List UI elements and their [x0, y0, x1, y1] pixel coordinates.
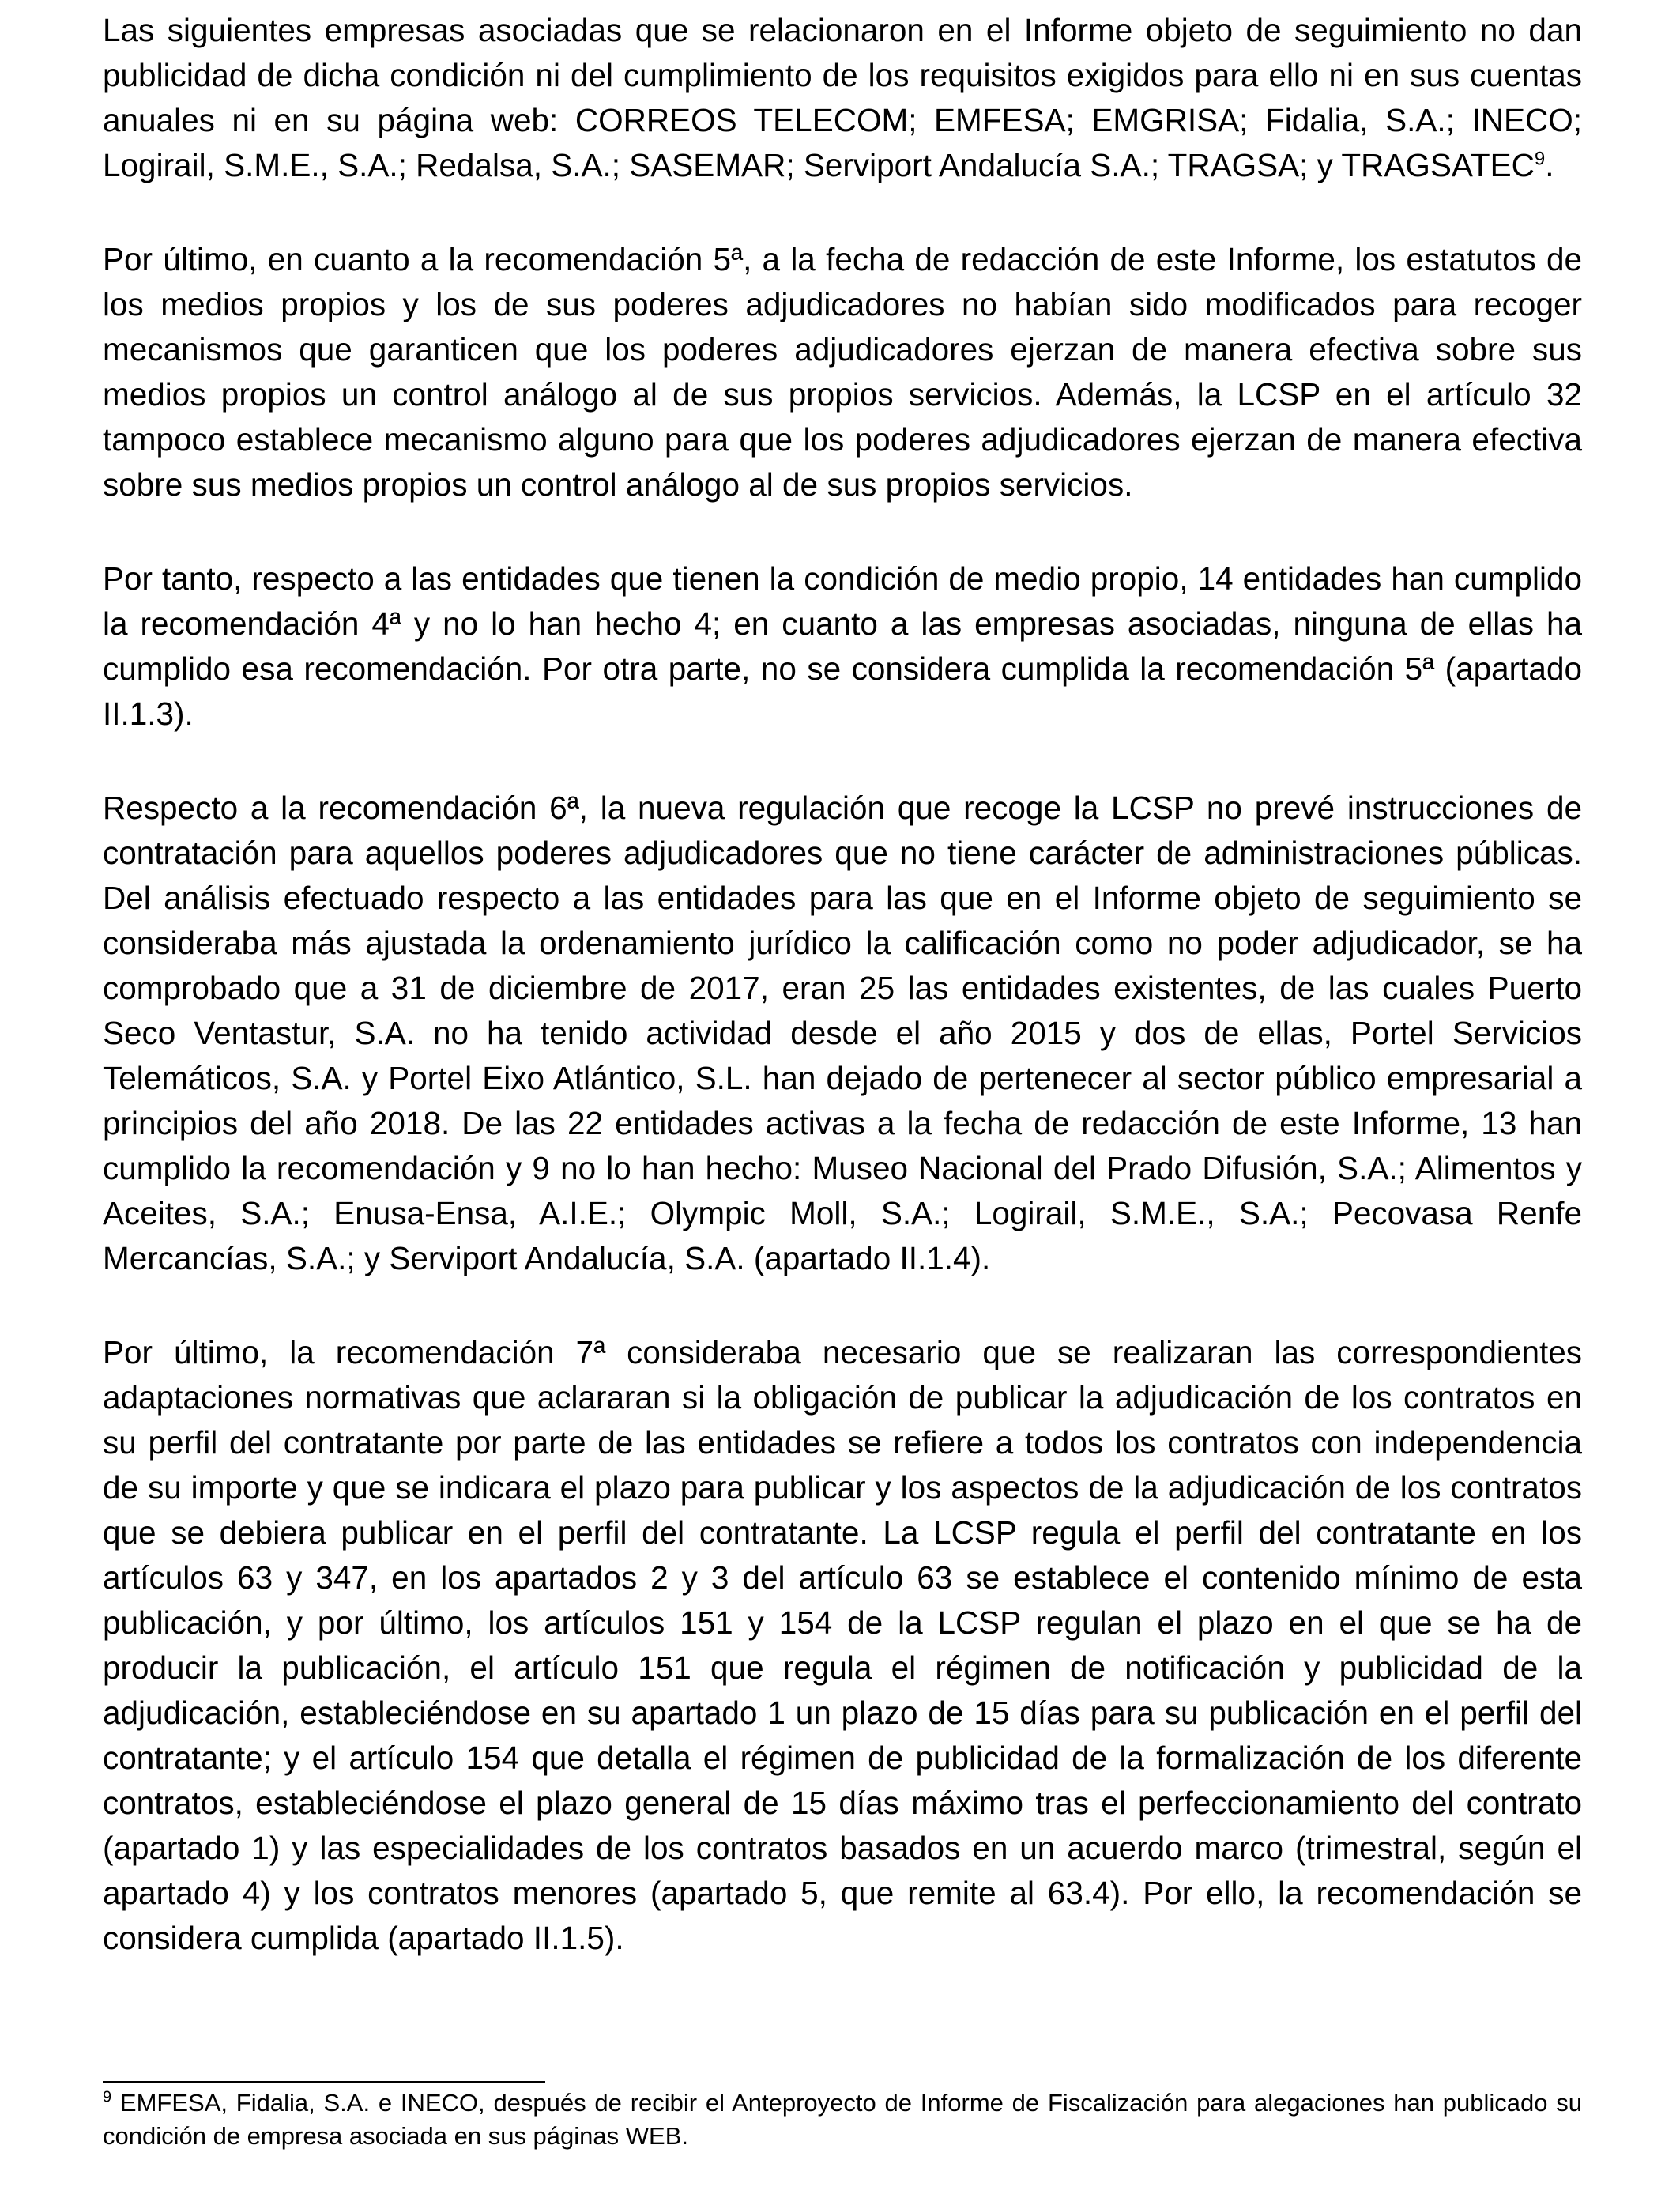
paragraph-empresas-asociadas — [103, 8, 1582, 188]
footnote-reference[interactable]: 9 — [1534, 148, 1546, 170]
footnote-text: EMFESA, Fidalia, S.A. e INECO, después de recibir el Anteproyecto de Informe de Fiscalización para alegaciones han publicado su condición de empresa asociada en sus páginas WEB. — [103, 2089, 1582, 2150]
footnote-number: 9 — [103, 2088, 112, 2106]
paragraph-conclusion-4-5: Por tanto, respecto a las entidades que tienen la condición de medio propio, 14 entidades han cumplido la recomendación 4ª y no lo han hecho 4; en cuanto a las empresas asociadas, ninguna de ellas ha cumplido esa recomendación. Por otra parte, no se considera cumplida la recomendación 5ª (apartado II.1.3). — [103, 560, 1582, 732]
document-body — [103, 8, 1582, 2010]
paragraph-recomendacion-7: Por último, la recomendación 7ª consideraba necesario que se realizaran las correspondientes adaptaciones normativas que aclararan si la obligación de publicar la adjudicación de los contratos en su perfil del contratante por parte de las entidades se refiere a todos los contratos con independencia de su importe y que se indicara el plazo para publicar y los aspectos de la adjudicación de los contratos que se debiera publicar en el perfil del contratante. La LCSP regula el perfil del contratante en los artículos 63 y 347, en los apartados 2 y 3 del artículo 63 se establece el contenido mínimo de esta publicación, y por último, los artículos 151 y 154 de la LCSP regulan el plazo en el que se ha de producir la publicación, el artículo 151 que regula el régimen de notificación y publicidad de la adjudicación, estableciéndose en su apartado 1 un plazo de 15 días para su publicación en el perfil del contratante; y el artículo 154 que detalla el régimen de publicidad de la formalización de los diferente contratos, estableciéndose el plazo general de 15 días máximo tras el perfeccionamiento del contrato (apartado 1) y las especialidades de los contratos basados en un acuerdo marco (trimestral, según el apartado 4) y los contratos menores (apartado 5, que remite al 63.4). Por ello, la recomendación se considera cumplida (apartado II.1.5). — [103, 1334, 1582, 1956]
footnote — [103, 2087, 1582, 2153]
paragraph-text: Las siguientes empresas asociadas que se relacionaron en el Informe objeto de seguimiento no dan publicidad de dicha condición ni del cumplimiento de los requisitos exigidos para ello ni en sus cuentas anuales ni en su página web: CORREOS TELECOM; EMFESA; EMGRISA; Fidalia, S.A.; INECO; Logirail, S.M.E., S.A.; Redalsa, S.A.; SASEMAR; Serviport Andalucía S.A.; TRAGSA; y TRAGSATEC — [103, 12, 1582, 183]
paragraph-recomendacion-5: Por último, en cuanto a la recomendación 5ª, a la fecha de redacción de este Informe, los estatutos de los medios propios y los de sus poderes adjudicadores no habían sido modificados para recoger mecanismos que garanticen que los poderes adjudicadores ejerzan de manera efectiva sobre sus medios propios un control análogo al de sus propios servicios. Además, la LCSP en el artículo 32 tampoco establece mecanismo alguno para que los poderes adjudicadores ejerzan de manera efectiva sobre sus medios propios un control análogo al de sus propios servicios. — [103, 241, 1582, 503]
paragraph-end: . — [1545, 147, 1554, 183]
footnote-separator — [103, 2081, 545, 2083]
paragraph-recomendacion-6: Respecto a la recomendación 6ª, la nueva regulación que recoge la LCSP no prevé instrucciones de contratación para aquellos poderes adjudicadores que no tiene carácter de administraciones públicas. Del análisis efectuado respecto a las entidades para las que en el Informe objeto de seguimiento se consideraba más ajustada la ordenamiento jurídico la calificación como no poder adjudicador, se ha comprobado que a 31 de diciembre de 2017, eran 25 las entidades existentes, de las cuales Puerto Seco Ventastur, S.A. no ha tenido actividad desde el año 2015 y dos de ellas, Portel Servicios Telemáticos, S.A. y Portel Eixo Atlántico, S.L. han dejado de pertenecer al sector público empresarial a principios del año 2018. De las 22 entidades activas a la fecha de redacción de este Informe, 13 han cumplido la recomendación y 9 no lo han hecho: Museo Nacional del Prado Difusión, S.A.; Alimentos y Aceites, S.A.; Enusa-Ensa, A.I.E.; Olympic Moll, S.A.; Logirail, S.M.E., S.A.; Pecovasa Renfe Mercancías, S.A.; y Serviport Andalucía, S.A. (apartado II.1.4). — [103, 790, 1582, 1276]
